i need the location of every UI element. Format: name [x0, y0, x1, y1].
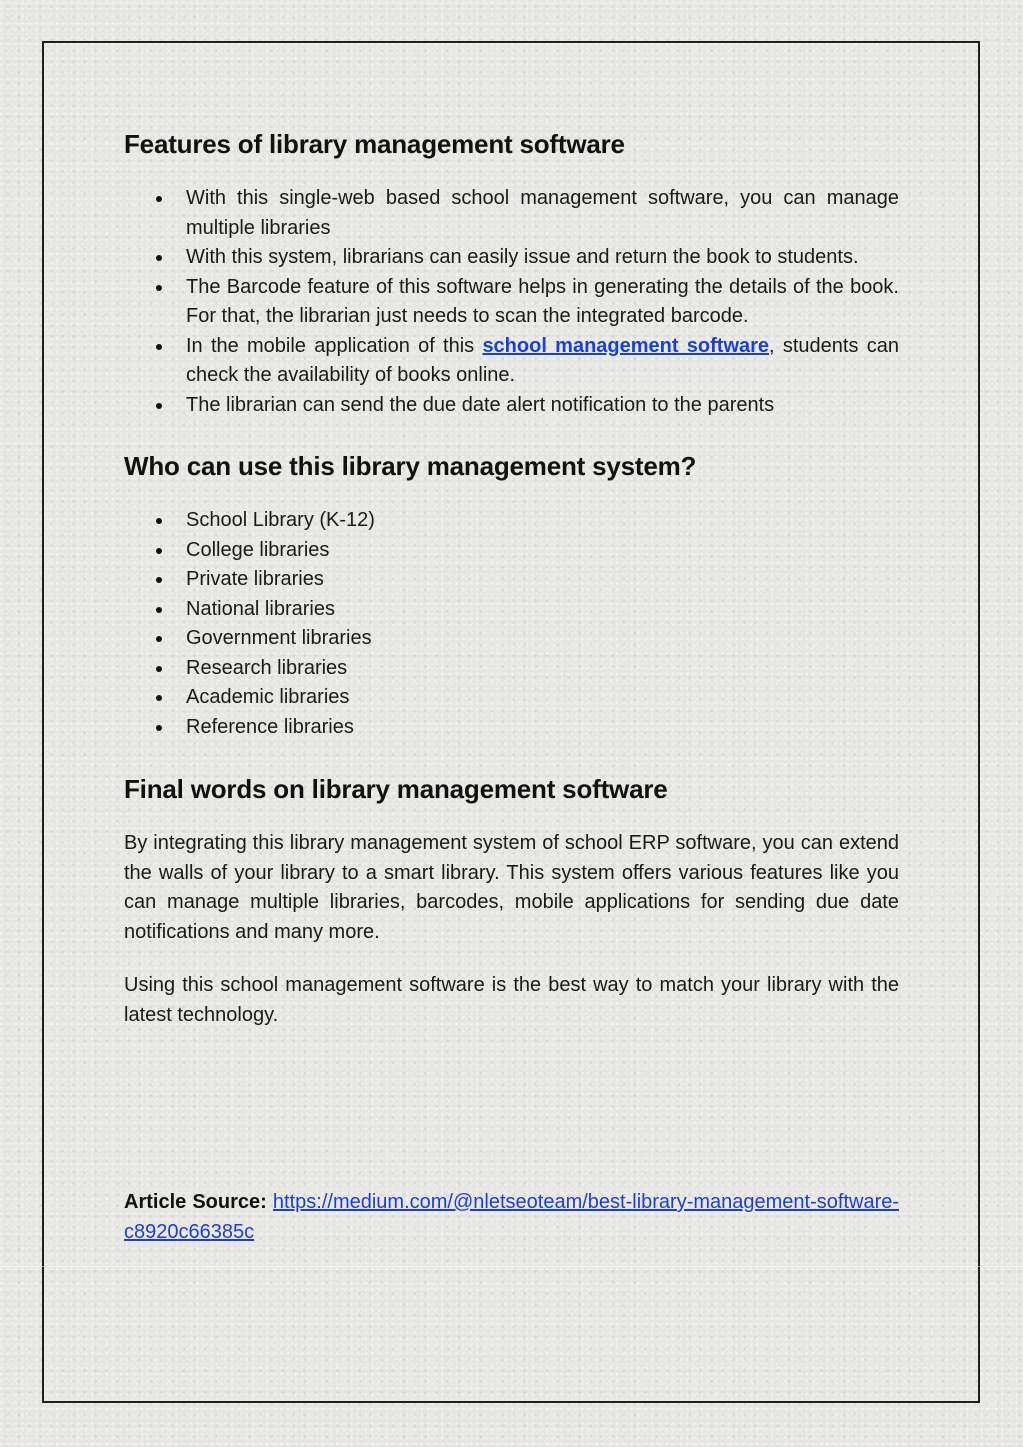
bullet-icon — [156, 196, 162, 202]
bullet-icon — [156, 636, 162, 642]
list-item — [124, 506, 899, 536]
list-item-text-after: , students can check the availability of books online. — [186, 334, 899, 386]
bullet-icon — [156, 285, 162, 291]
bullet-icon — [156, 344, 162, 350]
list-item-text: With this single-web based school management software, you can manage multiple libraries — [186, 187, 899, 239]
school-management-software-link[interactable]: school management software — [482, 334, 770, 357]
bullet-icon — [156, 725, 162, 731]
features-list — [124, 184, 899, 420]
who-list — [124, 506, 899, 742]
list-item-text: Government libraries — [186, 627, 372, 649]
bullet-icon — [156, 695, 162, 701]
list-item-text: Research libraries — [186, 656, 348, 679]
list-item-text-before: In the mobile application of this — [186, 334, 483, 357]
list-item — [124, 713, 899, 743]
list-item-text: The librarian can send the due date alert notification to the parents — [186, 393, 775, 416]
bullet-icon — [156, 577, 162, 583]
list-item — [124, 565, 899, 595]
list-item — [124, 683, 899, 713]
bullet-icon — [156, 666, 162, 672]
list-item-text: School Library (K-12) — [186, 509, 375, 531]
final-words-heading: Final words on library management software — [124, 774, 668, 804]
list-item-text: Academic libraries — [186, 686, 350, 708]
list-item — [124, 243, 899, 273]
bullet-icon — [156, 403, 162, 409]
page-divider — [0, 1266, 1023, 1267]
list-item — [124, 273, 899, 332]
list-item — [124, 595, 899, 625]
list-item-text: Private libraries — [186, 568, 324, 590]
list-item — [124, 624, 899, 654]
bullet-icon — [156, 607, 162, 613]
list-item — [124, 184, 899, 243]
list-item-text: Reference libraries — [186, 715, 354, 738]
final-paragraph-1: By integrating this library management system of school ERP software, you can extend the walls of your library to a smart library. This system offers various features like you can manage multiple libraries, barcodes, mobile applications for sending due date notifications and many more. — [124, 832, 899, 943]
bullet-icon — [156, 548, 162, 554]
document-content — [124, 127, 899, 1030]
bullet-icon — [156, 518, 162, 524]
list-item — [124, 654, 899, 684]
list-item — [124, 536, 899, 566]
article-source-link[interactable]: https://medium.com/@nletseoteam/best-library-management-software-c8920c66385c — [124, 1191, 900, 1243]
list-item-text: The Barcode feature of this software helps in generating the details of the book. For that, the librarian just needs to scan the integrated barcode. — [186, 275, 899, 327]
article-source-label: Article Source: — [124, 1191, 267, 1213]
list-item — [124, 391, 899, 421]
bullet-icon — [156, 255, 162, 261]
list-item — [124, 332, 899, 391]
who-heading: Who can use this library management system? — [124, 451, 697, 481]
article-source — [124, 1188, 899, 1247]
list-item-text: National libraries — [186, 597, 335, 620]
list-item-text: With this system, librarians can easily issue and return the book to students. — [186, 246, 859, 268]
list-item-text: College libraries — [186, 538, 330, 561]
final-paragraph-2: Using this school management software is the best way to match your library with the latest technology. — [124, 974, 899, 1026]
features-heading: Features of library management software — [124, 129, 625, 159]
